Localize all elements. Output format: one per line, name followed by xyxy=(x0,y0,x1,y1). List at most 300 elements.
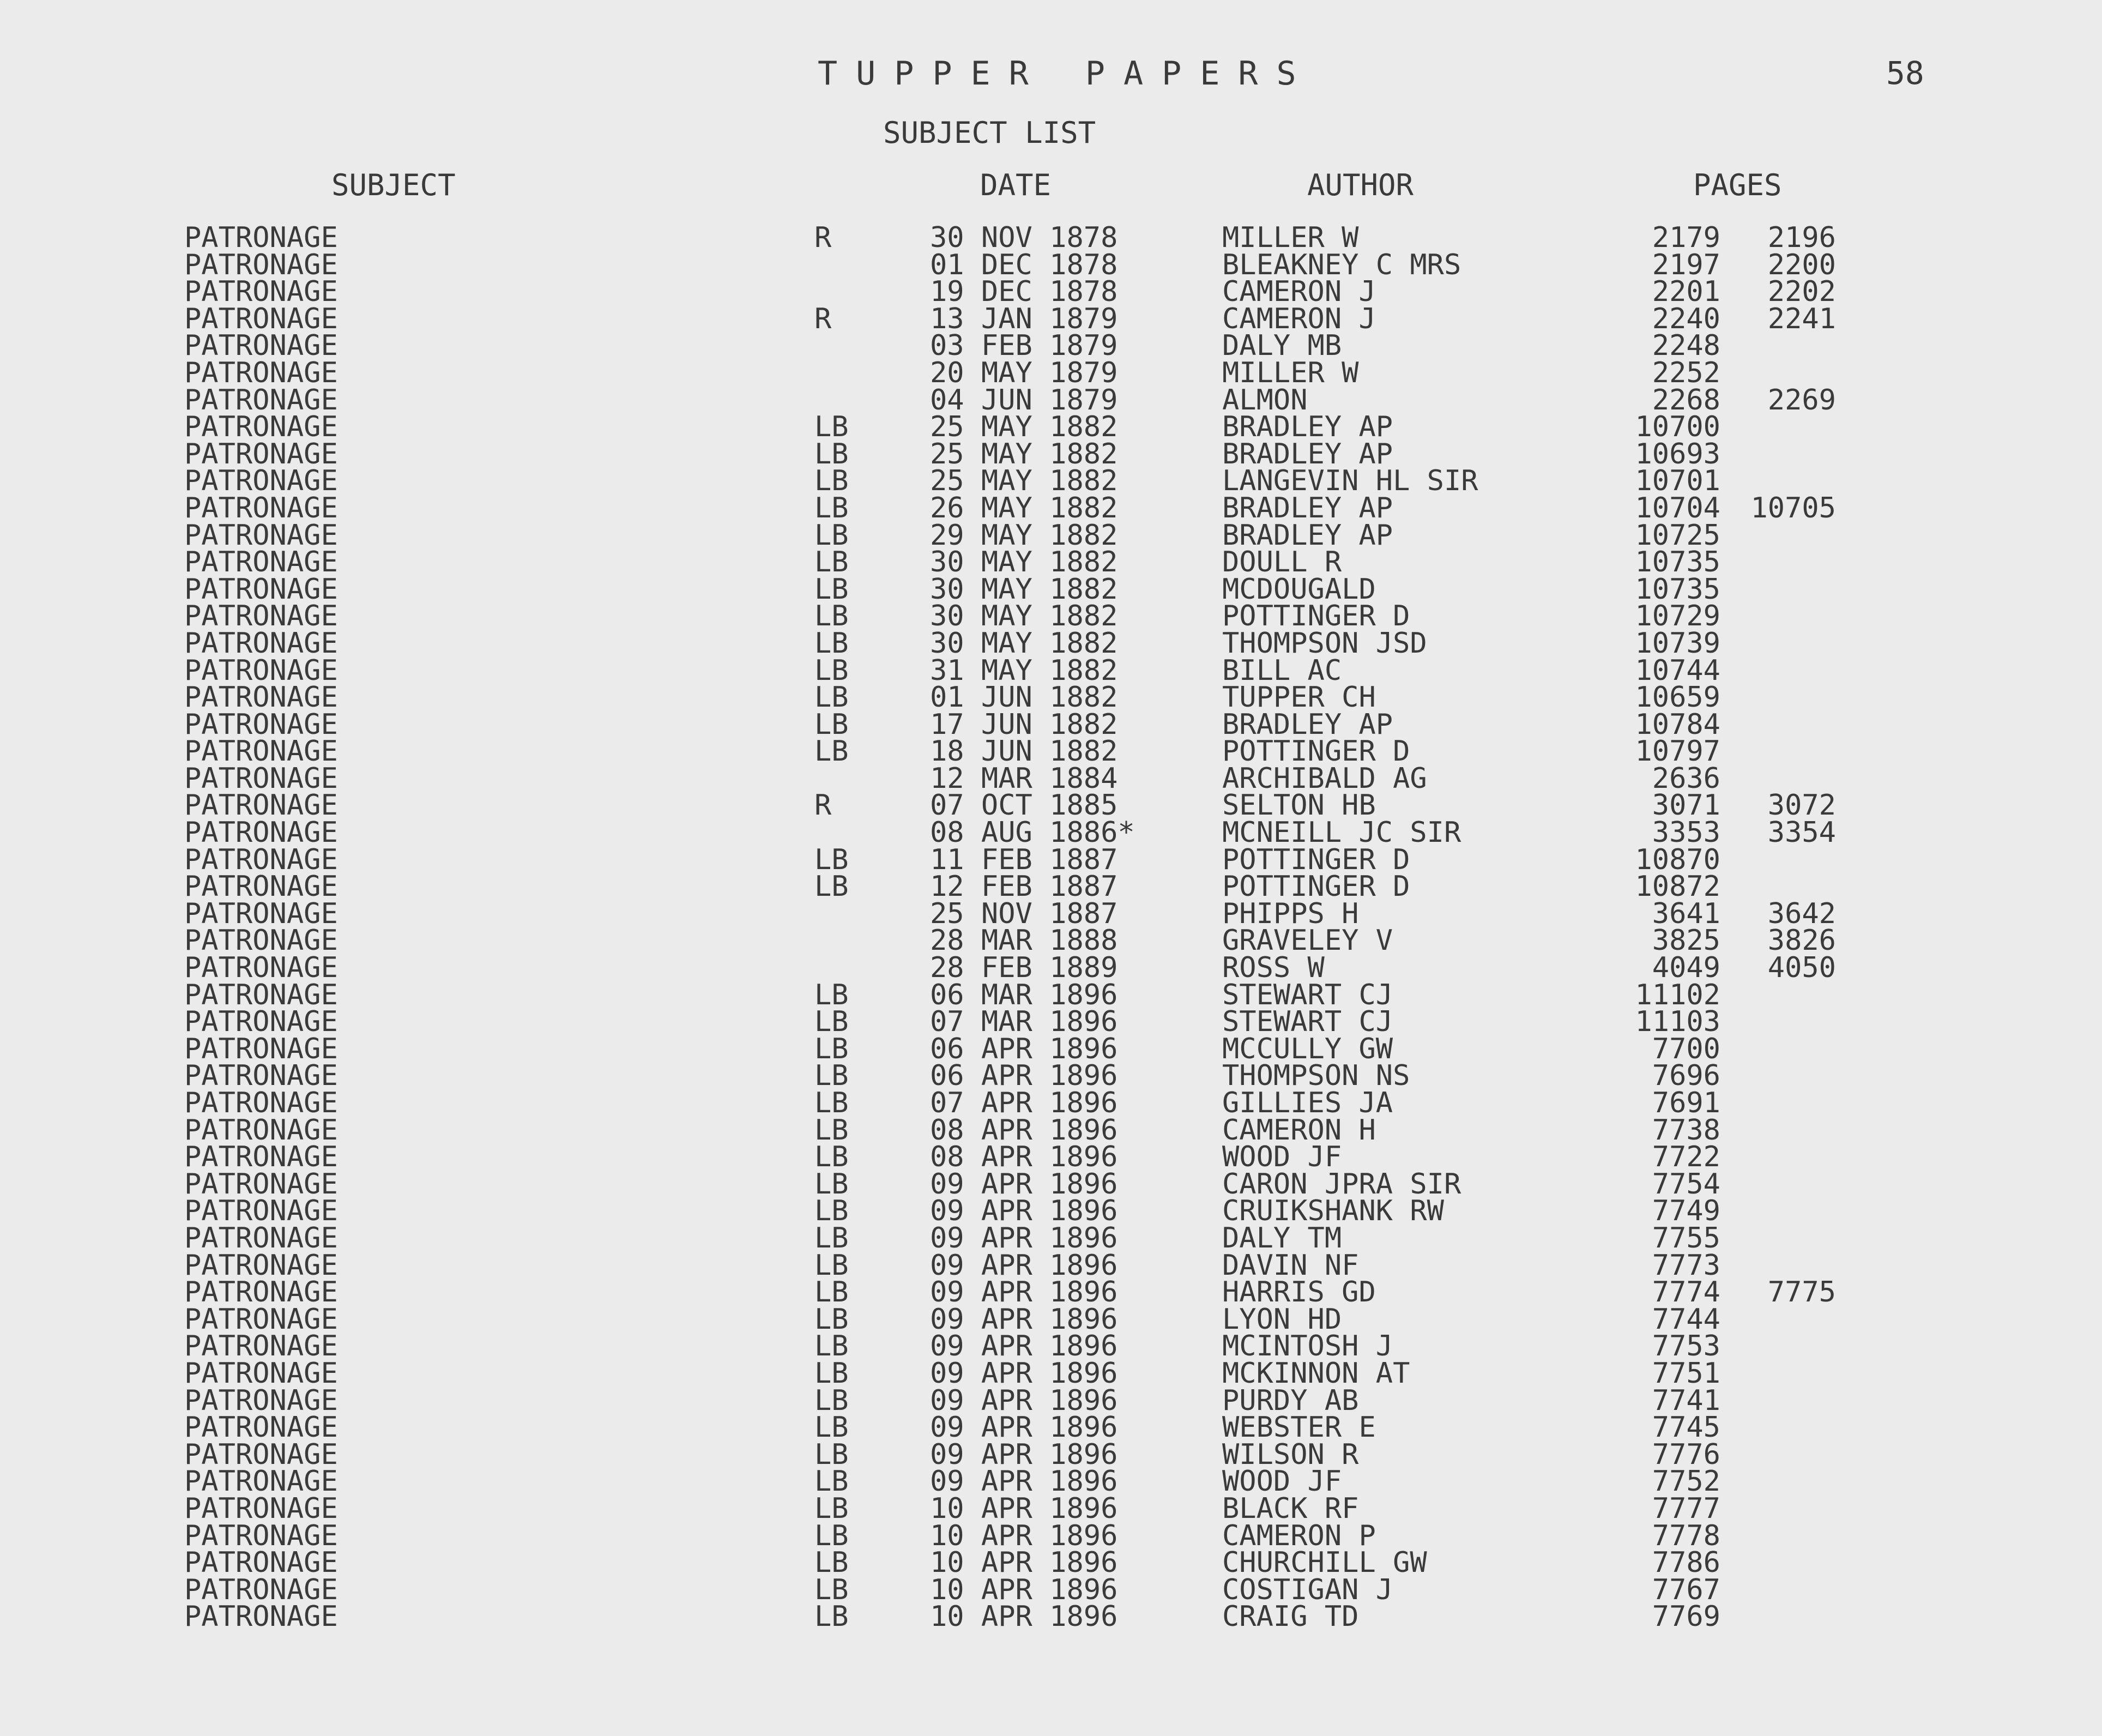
subject-cell: PATRONAGE xyxy=(184,816,338,849)
page-start-cell: 10870 xyxy=(1635,843,1720,876)
author-cell: MCINTOSH J xyxy=(1222,1330,1393,1363)
table-row xyxy=(0,411,2102,444)
page-start-cell: 7691 xyxy=(1652,1087,1720,1119)
date-cell: 20 MAY 1879 xyxy=(930,356,1118,389)
table-row xyxy=(0,572,2102,606)
date-cell: 17 JUN 1882 xyxy=(930,708,1118,741)
table-row xyxy=(0,1141,2102,1174)
document-title: TUPPER PAPERS xyxy=(818,55,1315,93)
date-cell: 11 FEB 1887 xyxy=(930,843,1118,876)
type-code-cell: LB xyxy=(814,1303,849,1336)
subject-cell: PATRONAGE xyxy=(184,519,338,552)
date-cell: 25 MAY 1882 xyxy=(930,465,1118,498)
date-cell: 31 MAY 1882 xyxy=(930,654,1118,687)
subject-cell: PATRONAGE xyxy=(184,1573,338,1606)
author-cell: LANGEVIN HL SIR xyxy=(1222,465,1478,498)
date-cell: 09 APR 1896 xyxy=(930,1330,1118,1363)
subject-cell: PATRONAGE xyxy=(184,1276,338,1309)
subject-cell: PATRONAGE xyxy=(184,1438,338,1471)
author-cell: CRUIKSHANK RW xyxy=(1222,1195,1444,1228)
author-cell: ALMON xyxy=(1222,383,1308,417)
table-row xyxy=(0,1276,2102,1309)
type-code-cell: LB xyxy=(814,437,849,471)
type-code-cell: LB xyxy=(814,546,849,579)
date-cell: 09 APR 1896 xyxy=(930,1167,1118,1201)
page-start-cell: 7744 xyxy=(1652,1303,1720,1336)
author-cell: PURDY AB xyxy=(1222,1384,1359,1417)
subject-cell: PATRONAGE xyxy=(184,1492,338,1525)
page-start-cell: 2197 xyxy=(1652,248,1720,281)
page-start-cell: 10704 xyxy=(1635,491,1720,525)
type-code-cell: LB xyxy=(814,978,849,1011)
author-cell: TUPPER CH xyxy=(1222,681,1376,714)
page-start-cell: 4049 xyxy=(1652,951,1720,985)
type-code-cell: LB xyxy=(814,1005,849,1039)
table-row xyxy=(0,1411,2102,1444)
author-cell: BLACK RF xyxy=(1222,1492,1359,1525)
subject-cell: PATRONAGE xyxy=(184,897,338,930)
type-code-cell: R xyxy=(814,302,832,335)
author-cell: MCKINNON AT xyxy=(1222,1357,1410,1390)
date-cell: 28 MAR 1888 xyxy=(930,924,1118,957)
page-start-cell: 7755 xyxy=(1652,1221,1720,1255)
subject-cell: PATRONAGE xyxy=(184,1141,338,1174)
author-cell: WEBSTER E xyxy=(1222,1411,1376,1444)
page-start-cell: 7776 xyxy=(1652,1438,1720,1471)
type-code-cell: LB xyxy=(814,491,849,525)
table-row xyxy=(0,1546,2102,1580)
date-cell: 30 MAY 1882 xyxy=(930,546,1118,579)
author-cell: CARON JPRA SIR xyxy=(1222,1167,1461,1201)
table-row xyxy=(0,816,2102,849)
page-start-cell: 2240 xyxy=(1652,302,1720,335)
date-cell: 10 APR 1896 xyxy=(930,1573,1118,1606)
author-cell: CAMERON P xyxy=(1222,1519,1376,1552)
date-cell: 01 DEC 1878 xyxy=(930,248,1118,281)
table-row xyxy=(0,1113,2102,1147)
type-code-cell: LB xyxy=(814,1059,849,1093)
page-start-cell: 10659 xyxy=(1635,681,1720,714)
page-start-cell: 7722 xyxy=(1652,1141,1720,1174)
table-row xyxy=(0,248,2102,281)
subject-cell: PATRONAGE xyxy=(184,356,338,389)
author-cell: POTTINGER D xyxy=(1222,600,1410,633)
page-start-cell: 2268 xyxy=(1652,383,1720,417)
type-code-cell: LB xyxy=(814,1221,849,1255)
date-cell: 25 MAY 1882 xyxy=(930,411,1118,444)
subject-cell: PATRONAGE xyxy=(184,1249,338,1282)
page-start-cell: 7696 xyxy=(1652,1059,1720,1093)
author-cell: MILLER W xyxy=(1222,221,1359,254)
table-row xyxy=(0,681,2102,714)
author-cell: ROSS W xyxy=(1222,951,1325,985)
page-start-cell: 7786 xyxy=(1652,1546,1720,1580)
table-row xyxy=(0,275,2102,309)
date-cell: 01 JUN 1882 xyxy=(930,681,1118,714)
type-code-cell: R xyxy=(814,789,832,822)
author-cell: CHURCHILL GW xyxy=(1222,1546,1427,1580)
table-row xyxy=(0,1330,2102,1363)
date-cell: 10 APR 1896 xyxy=(930,1546,1118,1580)
date-cell: 04 JUN 1879 xyxy=(930,383,1118,417)
page-start-cell: 7767 xyxy=(1652,1573,1720,1606)
author-cell: THOMPSON JSD xyxy=(1222,626,1427,660)
author-cell: BRADLEY AP xyxy=(1222,411,1393,444)
author-cell: LYON HD xyxy=(1222,1303,1342,1336)
table-row xyxy=(0,1087,2102,1119)
page-start-cell: 7752 xyxy=(1652,1465,1720,1498)
author-cell: DALY MB xyxy=(1222,329,1342,363)
page-start-cell: 11103 xyxy=(1635,1005,1720,1039)
date-cell: 30 NOV 1878 xyxy=(930,221,1118,254)
author-cell: CAMERON J xyxy=(1222,275,1376,309)
date-cell: 10 APR 1896 xyxy=(930,1519,1118,1552)
table-row xyxy=(0,1032,2102,1065)
page-start-cell: 2636 xyxy=(1652,762,1720,795)
type-code-cell: LB xyxy=(814,735,849,768)
type-code-cell: LB xyxy=(814,519,849,552)
date-cell: 12 MAR 1884 xyxy=(930,762,1118,795)
author-cell: BRADLEY AP xyxy=(1222,491,1393,525)
page-start-cell: 2201 xyxy=(1652,275,1720,309)
date-cell: 28 FEB 1889 xyxy=(930,951,1118,985)
subject-cell: PATRONAGE xyxy=(184,329,338,363)
page-end-cell: 2200 xyxy=(1767,248,1836,281)
page-start-cell: 10701 xyxy=(1635,465,1720,498)
page-start-cell: 7769 xyxy=(1652,1600,1720,1633)
date-cell: 07 OCT 1885 xyxy=(930,789,1118,822)
page-start-cell: 7774 xyxy=(1652,1276,1720,1309)
table-row xyxy=(0,626,2102,660)
type-code-cell: LB xyxy=(814,1465,849,1498)
subject-cell: PATRONAGE xyxy=(184,1221,338,1255)
type-code-cell: LB xyxy=(814,843,849,876)
subject-cell: PATRONAGE xyxy=(184,1087,338,1119)
date-cell: 18 JUN 1882 xyxy=(930,735,1118,768)
subject-cell: PATRONAGE xyxy=(184,1465,338,1498)
page-start-cell: 10735 xyxy=(1635,546,1720,579)
page-start-cell: 7749 xyxy=(1652,1195,1720,1228)
date-cell: 09 APR 1896 xyxy=(930,1303,1118,1336)
page-start-cell: 2248 xyxy=(1652,329,1720,363)
subject-cell: PATRONAGE xyxy=(184,1330,338,1363)
type-code-cell: LB xyxy=(814,600,849,633)
table-row xyxy=(0,1167,2102,1201)
table-row xyxy=(0,437,2102,471)
table-row xyxy=(0,302,2102,335)
page-start-cell: 7753 xyxy=(1652,1330,1720,1363)
date-cell: 09 APR 1896 xyxy=(930,1221,1118,1255)
column-header-subject: SUBJECT xyxy=(331,168,456,202)
date-cell: 25 MAY 1882 xyxy=(930,437,1118,471)
type-code-cell: LB xyxy=(814,1438,849,1471)
type-code-cell: LB xyxy=(814,1492,849,1525)
subject-cell: PATRONAGE xyxy=(184,383,338,417)
type-code-cell: LB xyxy=(814,1600,849,1633)
date-cell: 10 APR 1896 xyxy=(930,1492,1118,1525)
table-row xyxy=(0,546,2102,579)
type-code-cell: LB xyxy=(814,1087,849,1119)
subject-cell: PATRONAGE xyxy=(184,572,338,606)
subject-cell: PATRONAGE xyxy=(184,1005,338,1039)
table-row xyxy=(0,735,2102,768)
page-start-cell: 10735 xyxy=(1635,572,1720,606)
date-cell: 09 APR 1896 xyxy=(930,1249,1118,1282)
column-header-author: AUTHOR xyxy=(1307,168,1414,202)
author-cell: GILLIES JA xyxy=(1222,1087,1393,1119)
page-start-cell: 3071 xyxy=(1652,789,1720,822)
subject-cell: PATRONAGE xyxy=(184,1032,338,1065)
date-cell: 08 APR 1896 xyxy=(930,1113,1118,1147)
page-start-cell: 7745 xyxy=(1652,1411,1720,1444)
type-code-cell: LB xyxy=(814,1141,849,1174)
page-start-cell: 10729 xyxy=(1635,600,1720,633)
author-cell: STEWART CJ xyxy=(1222,1005,1393,1039)
subject-cell: PATRONAGE xyxy=(184,465,338,498)
subject-cell: PATRONAGE xyxy=(184,248,338,281)
date-cell: 30 MAY 1882 xyxy=(930,572,1118,606)
date-cell: 19 DEC 1878 xyxy=(930,275,1118,309)
date-cell: 06 APR 1896 xyxy=(930,1059,1118,1093)
author-cell: GRAVELEY V xyxy=(1222,924,1393,957)
column-header-date: DATE xyxy=(980,168,1052,202)
page-start-cell: 10744 xyxy=(1635,654,1720,687)
date-cell: 29 MAY 1882 xyxy=(930,519,1118,552)
table-row xyxy=(0,870,2102,903)
author-cell: STEWART CJ xyxy=(1222,978,1393,1011)
page-end-cell: 3072 xyxy=(1767,789,1836,822)
subject-cell: PATRONAGE xyxy=(184,1113,338,1147)
type-code-cell: LB xyxy=(814,411,849,444)
author-cell: COSTIGAN J xyxy=(1222,1573,1393,1606)
type-code-cell: LB xyxy=(814,465,849,498)
page-end-cell: 10705 xyxy=(1750,491,1836,525)
type-code-cell: LB xyxy=(814,654,849,687)
table-row xyxy=(0,1249,2102,1282)
page-start-cell: 7754 xyxy=(1652,1167,1720,1201)
page-start-cell: 7751 xyxy=(1652,1357,1720,1390)
date-cell: 06 APR 1896 xyxy=(930,1032,1118,1065)
author-cell: CRAIG TD xyxy=(1222,1600,1359,1633)
author-cell: POTTINGER D xyxy=(1222,870,1410,903)
author-cell: CAMERON J xyxy=(1222,302,1376,335)
table-row xyxy=(0,329,2102,363)
author-cell: DAVIN NF xyxy=(1222,1249,1359,1282)
author-cell: MCDOUGALD xyxy=(1222,572,1376,606)
author-cell: BILL AC xyxy=(1222,654,1342,687)
subject-cell: PATRONAGE xyxy=(184,1195,338,1228)
subject-cell: PATRONAGE xyxy=(184,843,338,876)
date-cell: 30 MAY 1882 xyxy=(930,626,1118,660)
type-code-cell: LB xyxy=(814,1032,849,1065)
type-code-cell: LB xyxy=(814,572,849,606)
table-row xyxy=(0,1195,2102,1228)
subject-cell: PATRONAGE xyxy=(184,1411,338,1444)
table-row xyxy=(0,762,2102,795)
subject-cell: PATRONAGE xyxy=(184,789,338,822)
page-start-cell: 10725 xyxy=(1635,519,1720,552)
author-cell: CAMERON H xyxy=(1222,1113,1376,1147)
table-row xyxy=(0,519,2102,552)
type-code-cell: LB xyxy=(814,1113,849,1147)
type-code-cell: LB xyxy=(814,1519,849,1552)
page-start-cell: 10797 xyxy=(1635,735,1720,768)
table-row xyxy=(0,789,2102,822)
date-cell: 03 FEB 1879 xyxy=(930,329,1118,363)
subject-cell: PATRONAGE xyxy=(184,708,338,741)
subject-cell: PATRONAGE xyxy=(184,1384,338,1417)
author-cell: WOOD JF xyxy=(1222,1141,1342,1174)
table-row xyxy=(0,491,2102,525)
subject-cell: PATRONAGE xyxy=(184,1519,338,1552)
table-row xyxy=(0,843,2102,876)
subject-cell: PATRONAGE xyxy=(184,924,338,957)
page-number: 58 xyxy=(1886,55,1924,92)
page-start-cell: 7738 xyxy=(1652,1113,1720,1147)
type-code-cell: LB xyxy=(814,1411,849,1444)
author-cell: SELTON HB xyxy=(1222,789,1376,822)
page-start-cell: 10784 xyxy=(1635,708,1720,741)
type-code-cell: LB xyxy=(814,708,849,741)
subject-cell: PATRONAGE xyxy=(184,1600,338,1633)
page-end-cell: 3826 xyxy=(1767,924,1836,957)
table-row xyxy=(0,897,2102,930)
subject-cell: PATRONAGE xyxy=(184,1303,338,1336)
subject-cell: PATRONAGE xyxy=(184,1059,338,1093)
author-cell: BRADLEY AP xyxy=(1222,519,1393,552)
type-code-cell: LB xyxy=(814,870,849,903)
type-code-cell: LB xyxy=(814,1357,849,1390)
page-end-cell: 7775 xyxy=(1767,1276,1836,1309)
page-start-cell: 10693 xyxy=(1635,437,1720,471)
page-start-cell: 3353 xyxy=(1652,816,1720,849)
page-start-cell: 7777 xyxy=(1652,1492,1720,1525)
type-code-cell: LB xyxy=(814,1546,849,1580)
page-start-cell: 7773 xyxy=(1652,1249,1720,1282)
table-row xyxy=(0,1005,2102,1039)
table-row xyxy=(0,600,2102,633)
date-cell: 09 APR 1896 xyxy=(930,1384,1118,1417)
page-end-cell: 2196 xyxy=(1767,221,1836,254)
author-cell: BLEAKNEY C MRS xyxy=(1222,248,1461,281)
type-code-cell: LB xyxy=(814,1384,849,1417)
author-cell: HARRIS GD xyxy=(1222,1276,1376,1309)
page-start-cell: 10739 xyxy=(1635,626,1720,660)
table-row xyxy=(0,1573,2102,1606)
type-code-cell: LB xyxy=(814,1167,849,1201)
page-end-cell: 2269 xyxy=(1767,383,1836,417)
page-start-cell: 7778 xyxy=(1652,1519,1720,1552)
table-row xyxy=(0,1519,2102,1552)
author-cell: THOMPSON NS xyxy=(1222,1059,1410,1093)
type-code-cell: LB xyxy=(814,1195,849,1228)
subject-cell: PATRONAGE xyxy=(184,735,338,768)
subject-cell: PATRONAGE xyxy=(184,491,338,525)
page-end-cell: 2241 xyxy=(1767,302,1836,335)
author-cell: WOOD JF xyxy=(1222,1465,1342,1498)
table-row xyxy=(0,356,2102,389)
subject-cell: PATRONAGE xyxy=(184,654,338,687)
subject-cell: PATRONAGE xyxy=(184,600,338,633)
type-code-cell: LB xyxy=(814,681,849,714)
subject-cell: PATRONAGE xyxy=(184,1357,338,1390)
page-start-cell: 11102 xyxy=(1635,978,1720,1011)
table-row xyxy=(0,221,2102,254)
author-cell: MILLER W xyxy=(1222,356,1359,389)
date-cell: 13 JAN 1879 xyxy=(930,302,1118,335)
subject-cell: PATRONAGE xyxy=(184,302,338,335)
author-cell: POTTINGER D xyxy=(1222,735,1410,768)
subject-cell: PATRONAGE xyxy=(184,546,338,579)
subject-cell: PATRONAGE xyxy=(184,1546,338,1580)
date-cell: 07 APR 1896 xyxy=(930,1087,1118,1119)
table-row xyxy=(0,951,2102,985)
page-end-cell: 4050 xyxy=(1767,951,1836,985)
type-code-cell: LB xyxy=(814,1573,849,1606)
author-cell: WILSON R xyxy=(1222,1438,1359,1471)
subject-cell: PATRONAGE xyxy=(184,411,338,444)
page-start-cell: 3641 xyxy=(1652,897,1720,930)
type-code-cell: LB xyxy=(814,1249,849,1282)
date-cell: 08 AUG 1886* xyxy=(930,816,1135,849)
table-row xyxy=(0,1357,2102,1390)
column-header-pages: PAGES xyxy=(1693,168,1782,202)
author-cell: DALY TM xyxy=(1222,1221,1342,1255)
date-cell: 30 MAY 1882 xyxy=(930,600,1118,633)
author-cell: BRADLEY AP xyxy=(1222,437,1393,471)
table-row xyxy=(0,1303,2102,1336)
date-cell: 25 NOV 1887 xyxy=(930,897,1118,930)
page-start-cell: 7741 xyxy=(1652,1384,1720,1417)
table-row xyxy=(0,1465,2102,1498)
table-row xyxy=(0,1492,2102,1525)
subject-cell: PATRONAGE xyxy=(184,870,338,903)
date-cell: 09 APR 1896 xyxy=(930,1195,1118,1228)
type-code-cell: LB xyxy=(814,626,849,660)
page-start-cell: 10700 xyxy=(1635,411,1720,444)
subject-cell: PATRONAGE xyxy=(184,978,338,1011)
subject-cell: PATRONAGE xyxy=(184,681,338,714)
subject-cell: PATRONAGE xyxy=(184,221,338,254)
table-row xyxy=(0,654,2102,687)
date-cell: 09 APR 1896 xyxy=(930,1276,1118,1309)
subject-cell: PATRONAGE xyxy=(184,1167,338,1201)
date-cell: 09 APR 1896 xyxy=(930,1411,1118,1444)
type-code-cell: LB xyxy=(814,1330,849,1363)
table-row xyxy=(0,1600,2102,1633)
date-cell: 07 MAR 1896 xyxy=(930,1005,1118,1039)
author-cell: ARCHIBALD AG xyxy=(1222,762,1427,795)
type-code-cell: LB xyxy=(814,1276,849,1309)
document-subtitle: SUBJECT LIST xyxy=(883,116,1096,150)
page-start-cell: 7700 xyxy=(1652,1032,1720,1065)
subject-cell: PATRONAGE xyxy=(184,437,338,471)
subject-cell: PATRONAGE xyxy=(184,275,338,309)
page-end-cell: 2202 xyxy=(1767,275,1836,309)
subject-cell: PATRONAGE xyxy=(184,762,338,795)
date-cell: 10 APR 1896 xyxy=(930,1600,1118,1633)
author-cell: PHIPPS H xyxy=(1222,897,1359,930)
page-start-cell: 2179 xyxy=(1652,221,1720,254)
page-start-cell: 2252 xyxy=(1652,356,1720,389)
table-row xyxy=(0,1059,2102,1093)
table-row xyxy=(0,465,2102,498)
subject-list-table xyxy=(0,221,2102,1633)
date-cell: 06 MAR 1896 xyxy=(930,978,1118,1011)
table-row xyxy=(0,924,2102,957)
page-end-cell: 3642 xyxy=(1767,897,1836,930)
date-cell: 26 MAY 1882 xyxy=(930,491,1118,525)
